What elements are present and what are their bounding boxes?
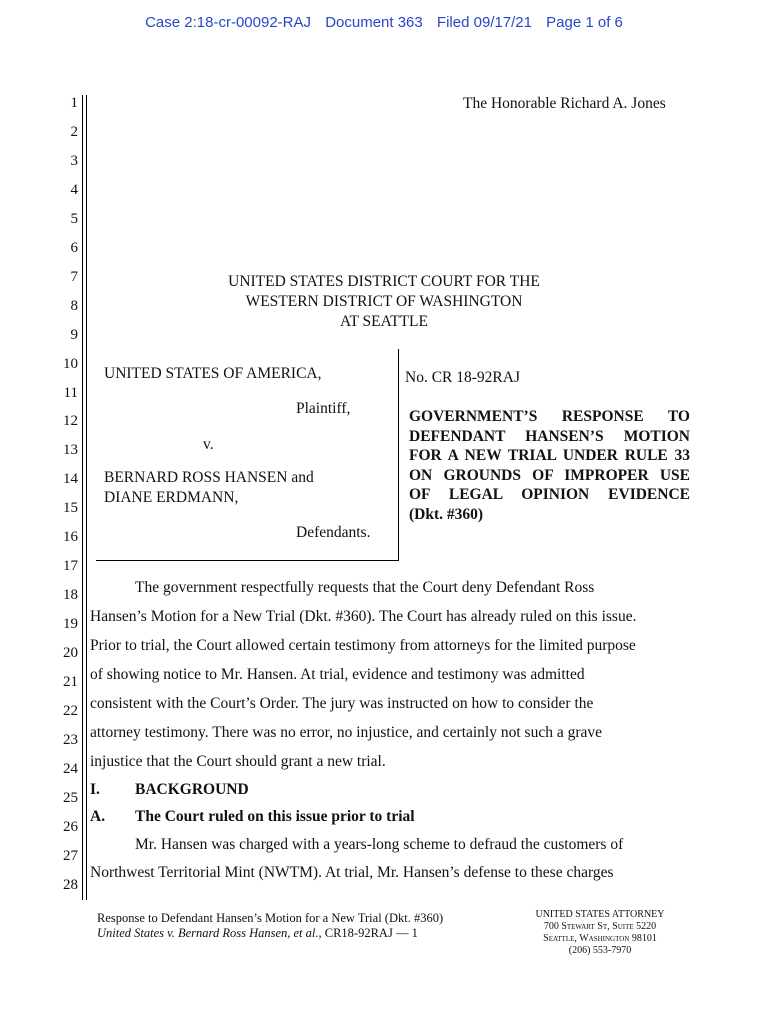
defendant-name-2: DIANE ERDMANN, [104,489,239,506]
line-number: 16 [63,529,78,546]
title-line: ON GROUNDS OF IMPROPER USE [409,466,690,484]
body-line: The government respectfully requests that the Court deny Defendant Ross [135,579,595,596]
body-line: consistent with the Court’s Order. The jury was instructed on how to consider the [90,695,594,712]
line-number: 21 [63,674,78,690]
plaintiff-label: Plaintiff, [296,400,351,417]
court-line-2: WESTERN DISTRICT OF WASHINGTON [245,293,523,310]
footer-caption [97,911,443,941]
line-number: 5 [70,210,78,227]
margin-rule-right [86,95,87,900]
body-line: Northwest Territorial Mint (NWTM). At trial, Mr. Hansen’s defense to these charges [90,864,614,881]
title-line: DEFENDANT HANSEN’S MOTION [409,427,690,445]
judge-name: The Honorable Richard A. Jones [463,95,666,112]
defendant-label: Defendants. [296,524,371,541]
court-name [0,272,768,332]
footer-office [520,909,680,957]
line-number: 2 [70,123,78,140]
heading-number: I. [90,781,100,798]
line-number: 6 [70,239,78,256]
line-number: 18 [63,587,78,604]
versus: v. [203,436,214,453]
line-number: 3 [70,152,78,169]
line-number: 8 [70,297,78,314]
line-number: 28 [63,876,78,893]
defendant-name-1: BERNARD ROSS HANSEN and [104,469,314,486]
court-line-3: AT SEATTLE [340,313,428,330]
page-count-stamp: Page 1 of 6 [546,14,623,31]
line-number: 14 [63,471,78,488]
line-number: 1 [70,95,78,111]
body-line: Prior to trial, the Court allowed certain testimony from attorneys for the limited purpose [90,637,636,654]
line-number: 22 [63,702,78,719]
filed-date-stamp: Filed 09/17/21 [436,14,532,31]
line-number: 11 [63,384,78,401]
body-line: Hansen’s Motion for a New Trial (Dkt. #360). The Court has already ruled on this issue. [90,608,637,625]
caption-bottom-rule [96,560,399,561]
document-title [409,407,690,524]
office-city: Seattle, Washington 98101 [543,933,657,944]
line-number: 20 [63,645,78,662]
line-number: 15 [63,500,78,517]
office-name: UNITED STATES ATTORNEY [535,909,665,920]
footer-case-line [97,926,443,941]
office-street: 700 Stewart St, Suite 5220 [543,921,657,932]
line-number: 13 [63,442,78,459]
filing-header [0,14,768,31]
subheading-number: A. [90,808,106,825]
body-line: of showing notice to Mr. Hansen. At trial, evidence and testimony was admitted [90,666,585,683]
plaintiff-name: UNITED STATES OF AMERICA, [104,365,322,382]
body-line: Mr. Hansen was charged with a years-long scheme to defraud the customers of [135,836,624,853]
line-number: 9 [70,326,78,343]
office-phone: (206) 553-7970 [568,945,632,956]
body-line: attorney testimony. There was no error, no injustice, and certainly not such a grave [90,724,603,741]
caption-divider [398,349,399,561]
line-number: 26 [63,818,78,835]
line-number: 24 [63,760,78,777]
line-number: 25 [63,789,78,806]
line-number: 7 [70,268,78,285]
line-number: 27 [63,847,78,864]
title-line: (Dkt. #360) [409,505,484,523]
footer-title: Response to Defendant Hansen’s Motion for a New Trial (Dkt. #360) [97,911,444,925]
court-line-1: UNITED STATES DISTRICT COURT FOR THE [228,273,540,290]
case-number: No. CR 18-92RAJ [405,369,520,386]
line-number: 19 [63,616,78,633]
title-line: GOVERNMENT’S RESPONSE TO [409,408,690,425]
footer-case-number: , CR18-92RAJ — 1 [318,926,418,940]
body-line: injustice that the Court should grant a new trial. [90,753,386,770]
footer-case-name: United States v. Bernard Ross Hansen, et al. [97,926,319,940]
title-line: OF LEGAL OPINION EVIDENCE [409,486,690,503]
document-number-stamp: Document 363 [325,14,423,31]
line-number: 23 [63,731,78,748]
line-number: 17 [63,558,78,575]
section-heading: BACKGROUND [135,781,249,798]
title-line: FOR A NEW TRIAL UNDER RULE 33 [409,447,690,464]
margin-rule-left [82,95,83,900]
line-number: 10 [63,355,78,372]
line-number: 12 [63,413,78,430]
line-number: 4 [70,181,78,198]
subsection-heading: The Court ruled on this issue prior to trial [135,808,415,825]
case-number-stamp: Case 2:18-cr-00092-RAJ [145,14,312,31]
